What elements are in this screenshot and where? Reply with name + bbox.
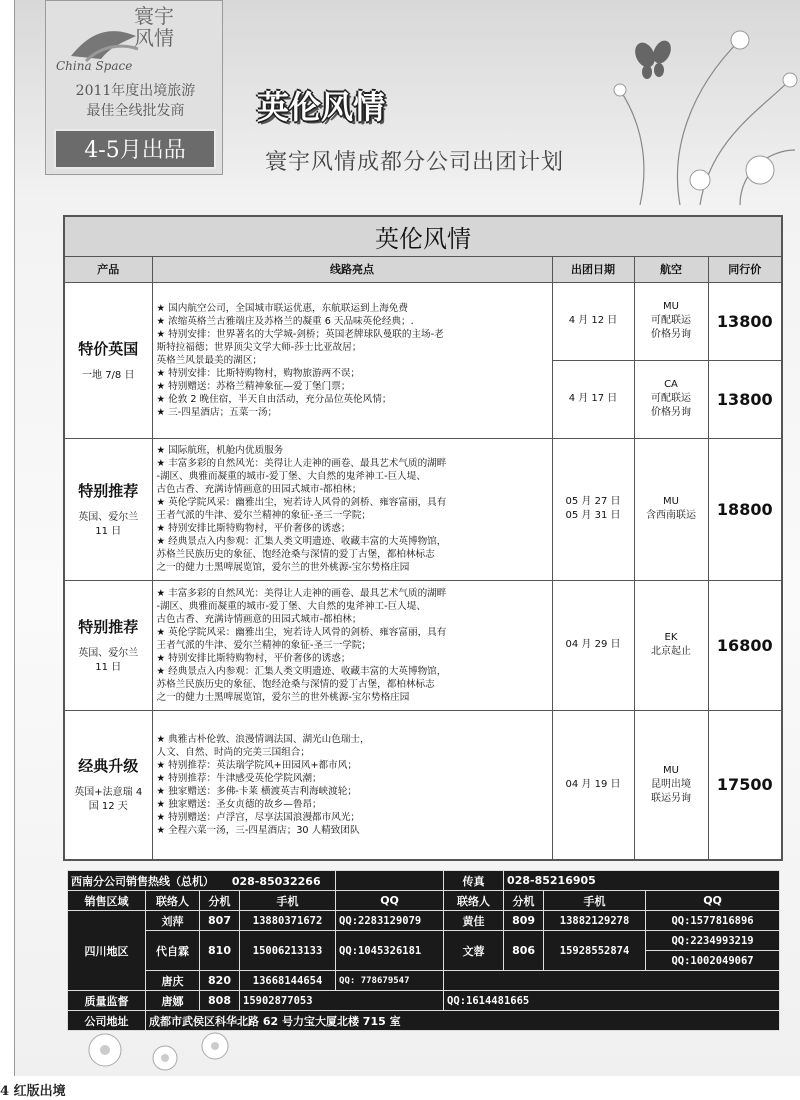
highlight-line: ★ 特别安排：比斯特购物村，购物旅游两不误；: [156, 367, 361, 379]
address-text: 成都市武侯区科华北路 62 号力宝大厦北楼 715 室: [146, 1011, 780, 1031]
highlight-line: ★ 特别安排比斯特购物村，平价奢侈的诱惑；: [156, 652, 351, 664]
airline-code: EK: [664, 632, 678, 643]
contact-name: 文蓉: [444, 931, 504, 971]
highlight-line: 英格兰风景最美的湖区；: [156, 354, 263, 366]
airline-note: 昆明出境: [651, 778, 691, 790]
airline-note: 可配联运: [651, 315, 691, 326]
highlight-line: ★ 特别安排比斯特购物村，平价奢侈的诱惑；: [156, 523, 351, 534]
col-header-date: 出团日期: [552, 256, 634, 282]
brand-name: 寰宇风情: [134, 4, 174, 50]
product-note: 英国+法意瑞 4 国 12 天: [74, 787, 143, 813]
logo-box: [45, 0, 223, 175]
highlight-line: 古色古香、充满诗情画意的田园式城市-都柏林；: [156, 484, 362, 495]
airline-cell: [634, 580, 708, 710]
empty-cell: [444, 971, 780, 991]
contact-table: [67, 870, 780, 1031]
highlight-line: 之一的健力士黑啤展览馆，爱尔兰的世外桃源-宝尔势格庄园: [156, 691, 410, 703]
table-row: [64, 710, 782, 860]
table-row: [64, 282, 782, 360]
highlight-line: ★ 三-四星酒店；五菜一汤；: [156, 406, 278, 418]
airline-note: 含西南联运: [646, 510, 696, 521]
departure-date: 4 月 12 日: [552, 282, 634, 360]
qc-mobile: 15902877053: [240, 991, 444, 1011]
qc-name: 唐娜: [146, 991, 200, 1011]
extension: 806: [504, 931, 544, 971]
extension: 809: [504, 911, 544, 931]
highlight-line: ★ 全程六菜一汤，三-四星酒店；30 人精致团队: [156, 824, 360, 836]
product-name: 经典升级: [78, 757, 139, 776]
qq: QQ:1577816896: [646, 911, 780, 931]
qc-qq: QQ:1614481665: [444, 991, 780, 1011]
qq: QQ:2234993219: [646, 931, 780, 951]
col-header-airline: 航空: [634, 256, 708, 282]
col-header: 分机: [504, 891, 544, 911]
mobile: 15006213133: [240, 931, 336, 971]
contact-name: 代自霖: [146, 931, 200, 971]
highlight-line: 人文、自然、时尚的完美三国组合；: [156, 746, 310, 758]
airline-code: MU: [663, 301, 679, 312]
airline-note: 价格另询: [651, 407, 691, 418]
qc-extension: 808: [200, 991, 240, 1011]
mobile: 13880371672: [240, 911, 336, 931]
product-cell: [64, 282, 152, 438]
contact-row: [68, 931, 780, 951]
table-row: [64, 438, 782, 580]
product-note: 英国、爱尔兰 11 日: [78, 647, 139, 673]
highlights-cell: [152, 282, 552, 438]
airline-note: 联运另询: [651, 792, 691, 804]
page: [14, 0, 800, 1076]
highlight-line: ★ 典雅古朴伦敦、浪漫情调法国、湖光山色瑞士，: [156, 733, 370, 745]
highlight-line: ★ 独家赠送：圣女贞德的故乡—鲁昂；: [156, 798, 322, 810]
table-header-row: [64, 256, 782, 282]
highlight-line: ★ 英伦学院风采：幽雅出尘，宛若诗人风骨的剑桥、雍容富丽，具有: [156, 626, 447, 638]
qq: QQ:1045326181: [336, 931, 444, 971]
brand-english: China Space: [56, 59, 133, 73]
mobile: 15928552874: [544, 931, 646, 971]
hotline-label-text: 西南分公司销售热线（总机）: [71, 874, 214, 888]
highlight-line: ★ 独家赠送：多佛-卡莱 横渡英吉利海峡渡轮；: [156, 785, 357, 797]
qc-label: 质量监督: [68, 991, 146, 1011]
airline-note: 北京起止: [651, 646, 691, 657]
table-row: [64, 580, 782, 710]
region-cell: 四川地区: [68, 911, 146, 991]
contact-name: 唐庆: [146, 971, 200, 991]
highlight-line: ★ 浓缩英格兰古雅端庄及苏格兰的凝重 6 天品味英伦经典；.: [156, 315, 414, 327]
qq: QQ: 778679547: [336, 971, 444, 991]
departure-date: 05 月 27 日 05 月 31 日: [552, 438, 634, 580]
highlights-cell: [152, 438, 552, 580]
highlight-line: -湖区、典雅而凝重的城市-爱丁堡、大自然的鬼斧神工-巨人堤、: [156, 600, 426, 612]
product-cell: [64, 710, 152, 860]
airline-code: MU: [663, 764, 679, 776]
highlight-line: ★ 特别赠送：卢浮宫，尽享法国浪漫都市风光；: [156, 811, 361, 823]
airline-cell: [634, 438, 708, 580]
highlight-line: ★ 特别推荐：牛津感受英伦学院风潮；: [156, 772, 322, 784]
period-badge: 4-5月出品: [54, 129, 216, 169]
col-header: 联络人: [146, 891, 200, 911]
airline-note: 可配联运: [651, 393, 691, 404]
highlights-cell: [152, 710, 552, 860]
highlight-line: ★ 英伦学院风采：幽雅出尘，宛若诗人风骨的剑桥、雍容富丽，具有: [156, 497, 447, 508]
highlight-line: ★ 国内航空公司，全国城市联运优惠，东航联运到上海免费: [156, 302, 408, 314]
departure-date: 04 月 29 日: [552, 580, 634, 710]
tour-table: [63, 215, 783, 861]
award-line-2: 最佳全线批发商: [86, 103, 185, 119]
contact-name: 黄佳: [444, 911, 504, 931]
col-header: QQ: [336, 891, 444, 911]
col-header-price: 同行价: [708, 256, 782, 282]
product-name: 特别推荐: [78, 617, 139, 636]
airline-code: MU: [663, 496, 679, 507]
col-header: 联络人: [444, 891, 504, 911]
price-cell: 17500: [708, 710, 782, 860]
qq: QQ:2283129079: [336, 911, 444, 931]
highlight-line: 苏格兰民族历史的象征、饱经沧桑与深情的爱丁古堡，都柏林标志: [156, 549, 435, 560]
fax-number: 028-85216905: [504, 871, 780, 891]
highlight-line: ★ 伦敦 2 晚住宿，半天自由活动，充分品位英伦风情；: [156, 393, 392, 405]
price-cell: 18800: [708, 438, 782, 580]
highlight-line: 斯特拉福德；世界顶尖文学大师-莎士比亚故居；: [156, 341, 362, 353]
col-header: 销售区域: [68, 891, 146, 911]
mobile: 13668144654: [240, 971, 336, 991]
price-cell: 13800: [708, 282, 782, 360]
product-cell: [64, 580, 152, 710]
col-header: QQ: [646, 891, 780, 911]
highlight-line: ★ 特别赠送：苏格兰精神象征—爱丁堡门票；: [156, 380, 351, 392]
airline-cell: [634, 710, 708, 860]
product-note: 一地 7/8 日: [82, 369, 135, 381]
address-label: 公司地址: [68, 1011, 146, 1031]
mobile: 13882129278: [544, 911, 646, 931]
product-name: 特别推荐: [78, 481, 139, 500]
page-title: 英伦风情: [257, 88, 386, 126]
fax-cell: [336, 871, 444, 891]
extension: 807: [200, 911, 240, 931]
col-header: 手机: [240, 891, 336, 911]
highlight-line: 之一的健力士黑啤展览馆，爱尔兰的世外桃源-宝尔势格庄园: [156, 562, 410, 573]
col-header: 分机: [200, 891, 240, 911]
highlight-line: 王者气派的牛津、爱尔兰精神的象征-圣三一学院；: [156, 510, 372, 521]
hotline-row: [68, 871, 780, 891]
product-name: 特价英国: [78, 339, 139, 358]
extension: 810: [200, 931, 240, 971]
price-cell: 16800: [708, 580, 782, 710]
contact-name: 刘萍: [146, 911, 200, 931]
highlight-line: ★ 国际航班，机舱内优质服务: [156, 445, 284, 456]
qc-row: [68, 991, 780, 1011]
departure-date: 4 月 17 日: [552, 360, 634, 438]
col-header-highlights: 线路亮点: [152, 256, 552, 282]
contact-header-row: [68, 891, 780, 911]
table-title: 英伦风情: [64, 216, 782, 256]
page-subtitle: 寰宇风情成都分公司出团计划: [265, 150, 565, 175]
highlight-line: -湖区、典雅而凝重的城市-爱丁堡、大自然的鬼斧神工-巨人堤、: [156, 471, 426, 482]
highlight-line: ★ 经典景点入内参观：汇集人类文明遗迹、收藏丰富的大英博物馆，: [156, 665, 447, 677]
contact-row: [68, 971, 780, 991]
highlight-line: 苏格兰民族历史的象征、饱经沧桑与深情的爱丁古堡，都柏林标志: [156, 678, 435, 690]
price-cell: 13800: [708, 360, 782, 438]
product-cell: [64, 438, 152, 580]
col-header: 手机: [544, 891, 646, 911]
highlight-line: 王者气派的牛津、爱尔兰精神的象征-圣三一学院；: [156, 639, 372, 651]
departure-date: 04 月 19 日: [552, 710, 634, 860]
highlight-line: ★ 特别推荐：英法瑞学院风+田园风+都市风；: [156, 759, 357, 771]
hotline-number: 028-85032266: [231, 874, 321, 888]
highlight-line: ★ 丰富多彩的自然风光：美得让人走神的画卷、最具艺术气质的湖畔: [156, 458, 447, 469]
airline-cell: [634, 282, 708, 360]
product-note: 英国、爱尔兰 11 日: [78, 511, 139, 537]
flower-border-decoration: [15, 1020, 800, 1076]
highlights-cell: [152, 580, 552, 710]
airline-code: CA: [664, 379, 678, 390]
contact-row: [68, 911, 780, 931]
highlight-line: 古色古香、充满诗情画意的田园式城市-都柏林；: [156, 613, 362, 625]
airline-note: 价格另询: [651, 329, 691, 340]
highlight-line: ★ 经典景点入内参观：汇集人类文明遗迹、收藏丰富的大英博物馆，: [156, 536, 447, 547]
page-footer: 4 红版出境: [0, 1084, 66, 1099]
hotline-label: [68, 871, 336, 891]
highlight-line: ★ 特别安排：世界著名的大学城-剑桥；英国老牌球队曼联的主场-老: [156, 328, 444, 340]
award-line-1: 2011年度出境旅游: [75, 83, 196, 99]
extension: 820: [200, 971, 240, 991]
qq: QQ:1002049067: [646, 951, 780, 971]
fax-label: 传真: [444, 871, 504, 891]
butterfly-icon: [631, 38, 674, 79]
col-header-product: 产品: [64, 256, 152, 282]
award-text: [58, 81, 213, 121]
highlight-line: ★ 丰富多彩的自然风光：美得让人走神的画卷、最具艺术气质的湖畔: [156, 587, 447, 599]
airline-cell: [634, 360, 708, 438]
